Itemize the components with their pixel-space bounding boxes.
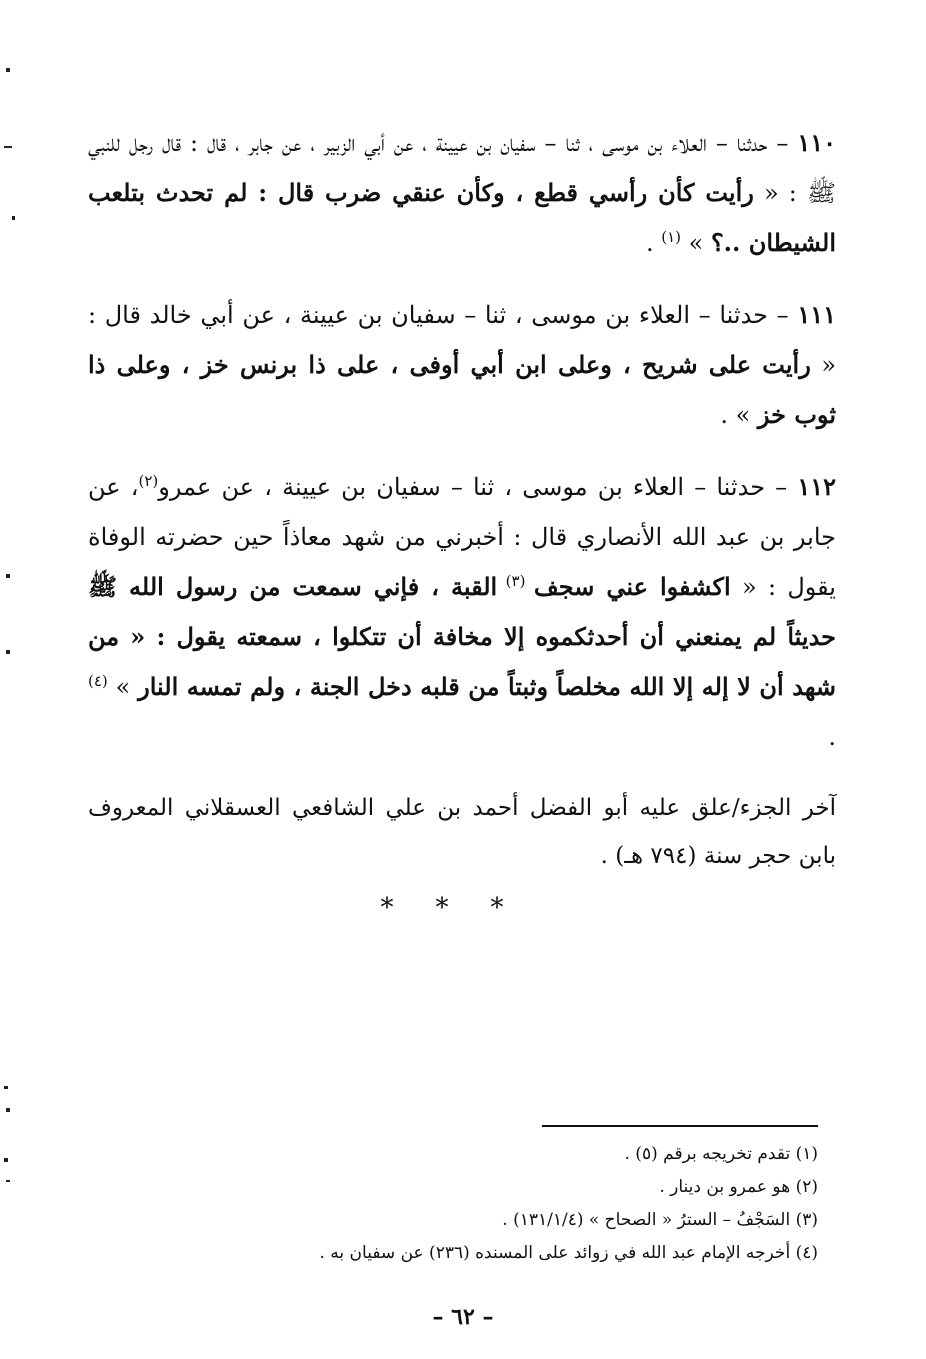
end-mark: . [828, 723, 836, 751]
hadith-number: ١١٢ [797, 472, 837, 501]
footnote-ref[interactable]: (٢) [138, 472, 159, 490]
footnote-ref[interactable]: (١) [661, 228, 681, 246]
footnotes [180, 1138, 818, 1270]
section-separator: *** [380, 893, 546, 923]
hadith-110 [88, 118, 836, 268]
scan-speck [4, 1158, 8, 1162]
hadith-matn-continued: القبة ، فإني سمعت من رسول الله ﷺ حديثاً لم يمنعني أن أحدثكموه إلا مخافة أن تتكلوا ، سمعته يقول : « من شهد أن لا إله إلا الله مخلصاً وثبتاً من قلبه دخل الجنة ، ولم تمسه النار [88, 572, 836, 701]
hadith-isnad: – حدثنا – العلاء بن موسى ، ثنا – سفيان بن عيينة ، عن عمرو [158, 473, 798, 501]
footnote-3: (٣) السَجْفُ – السترُ « الصحاح » (١٣١/١/٤) . [502, 1210, 818, 1230]
scan-speck [6, 1180, 10, 1182]
colophon: آخر الجزء/علق عليه أبو الفضل أحمد بن علي الشافعي العسقلاني المعروف بابن حجر سنة (٧٩٤ هـ) . [88, 795, 836, 869]
scan-speck [6, 1108, 10, 1112]
hadith-matn: رأيت على شريح ، وعلى ابن أبي أوفى ، على ذا برنس خز ، وعلى ذا ثوب خز [88, 350, 836, 429]
footnote-4: (٤) أخرجه الإمام عبد الله في زوائد على المسنده (٢٣٦) عن سفيان به . [319, 1243, 818, 1263]
main-text [88, 118, 836, 902]
quote-close: » [107, 673, 139, 701]
end-mark: . [645, 229, 662, 257]
footnote-ref[interactable]: (٤) [88, 672, 108, 690]
hadith-isnad: – حدثنا – العلاء بن موسى ، ثنا – سفيان بن عيينة ، عن أبي خالد قال : « [88, 301, 837, 379]
hadith-112 [88, 462, 836, 762]
hadith-matn: اكشفوا عني سجف [533, 572, 731, 601]
scan-speck [4, 146, 12, 148]
scan-speck [4, 1086, 8, 1089]
page-number: – ٦٢ – [432, 1304, 494, 1330]
scan-speck [6, 68, 10, 72]
hadith-isnad: – حدثنا – العلاء بن موسى ، ثنا – سفيان بن عيينة ، عن أبي الزبير ، عن جابر ، قال : قال رجل للنبي ﷺ : « [88, 129, 836, 207]
footnote-divider [542, 1125, 818, 1127]
hadith-number: ١١٠ [797, 128, 836, 157]
quote-close: » [680, 229, 711, 257]
scan-speck [6, 574, 10, 578]
scan-speck [6, 650, 10, 654]
footnote-ref[interactable]: (٣) [497, 572, 534, 590]
hadith-111 [88, 290, 836, 440]
quote-close: » . [720, 401, 758, 429]
hadith-matn: رأيت كأن رأسي قطع ، وكأن عنقي ضرب قال : لم تحدث بتلعب الشيطان ..؟ [88, 178, 836, 257]
footnote-1: (١) تقدم تخريجه برقم (٥) . [624, 1144, 818, 1164]
hadith-isnad-continued: ، عن جابر بن عبد الله الأنصاري قال : أخبرني من شهد معاذاً حين حضرته الوفاة يقول : « [88, 473, 836, 601]
scan-speck [12, 216, 15, 220]
footnote-2: (٢) هو عمرو بن دينار . [659, 1177, 818, 1197]
hadith-number: ١١١ [797, 300, 837, 329]
